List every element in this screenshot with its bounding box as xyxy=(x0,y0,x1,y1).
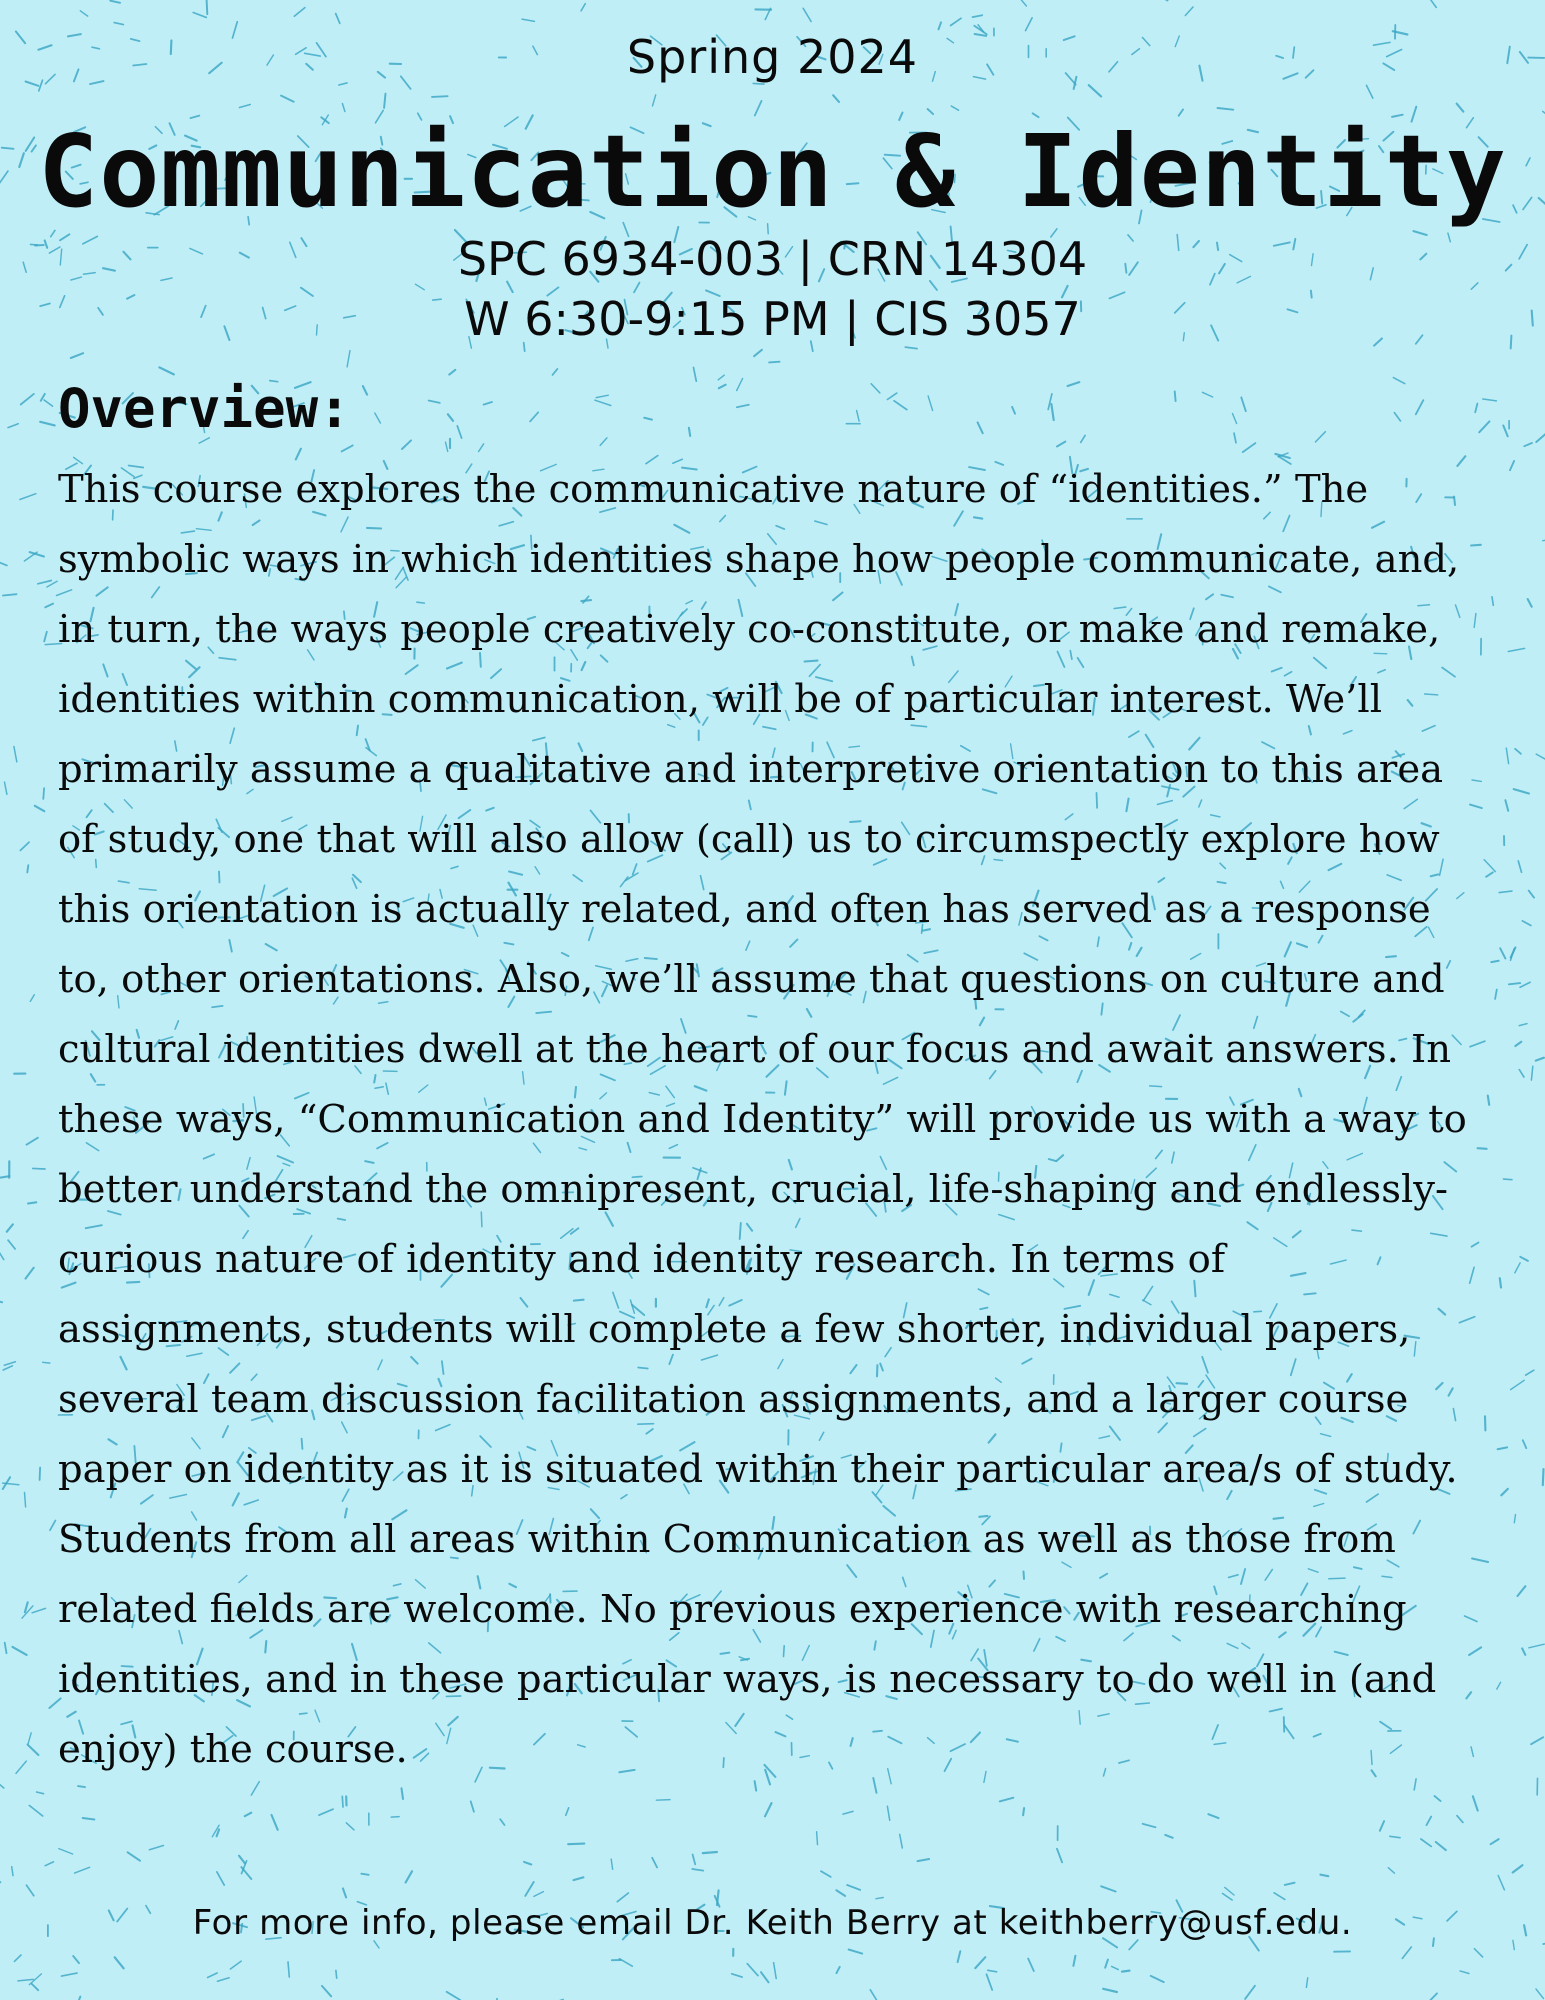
schedule-line: W 6:30-9:15 PM | CIS 3057 xyxy=(464,292,1081,346)
term-label: Spring 2024 xyxy=(626,30,919,84)
overview-heading: Overview: xyxy=(58,377,351,440)
course-title: Communication & Identity xyxy=(38,113,1507,230)
course-code-line: SPC 6934-003 | CRN 14304 xyxy=(457,232,1088,286)
contact-info: For more info, please email Dr. Keith Berry at keithberry@usf.edu. xyxy=(192,1903,1353,1943)
overview-body: This course explores the communicative nature of “identities.” The symbolic ways in which identities shape how people communicate, and, in turn, the ways people creatively co-constitute, or make and remake, identities within communication, will be of particular interest. We’ll primarily assume a qualitative and interpretive orientation to this area of study, one that will also allow (call) us to circumspectly explore how this orientation is actually related, and often has served as a response to, other orientations. Also, we’ll assume that questions on culture and cultural identities dwell at the heart of our focus and await answers. In these ways, “Communication and Identity” will provide us with a way to better understand the omnipresent, crucial, life-shaping and endlessly-curious nature of identity and identity research. In terms of assignments, students will complete a few shorter, individual papers, several team discussion facilitation assignments, and a larger course paper on identity as it is situated within their particular area/s of study. Students from all areas within Communication as well as those from related fields are welcome. No previous experience with researching identities, and in these particular ways, is necessary to do well in (and enjoy) the course. xyxy=(58,467,1467,1772)
